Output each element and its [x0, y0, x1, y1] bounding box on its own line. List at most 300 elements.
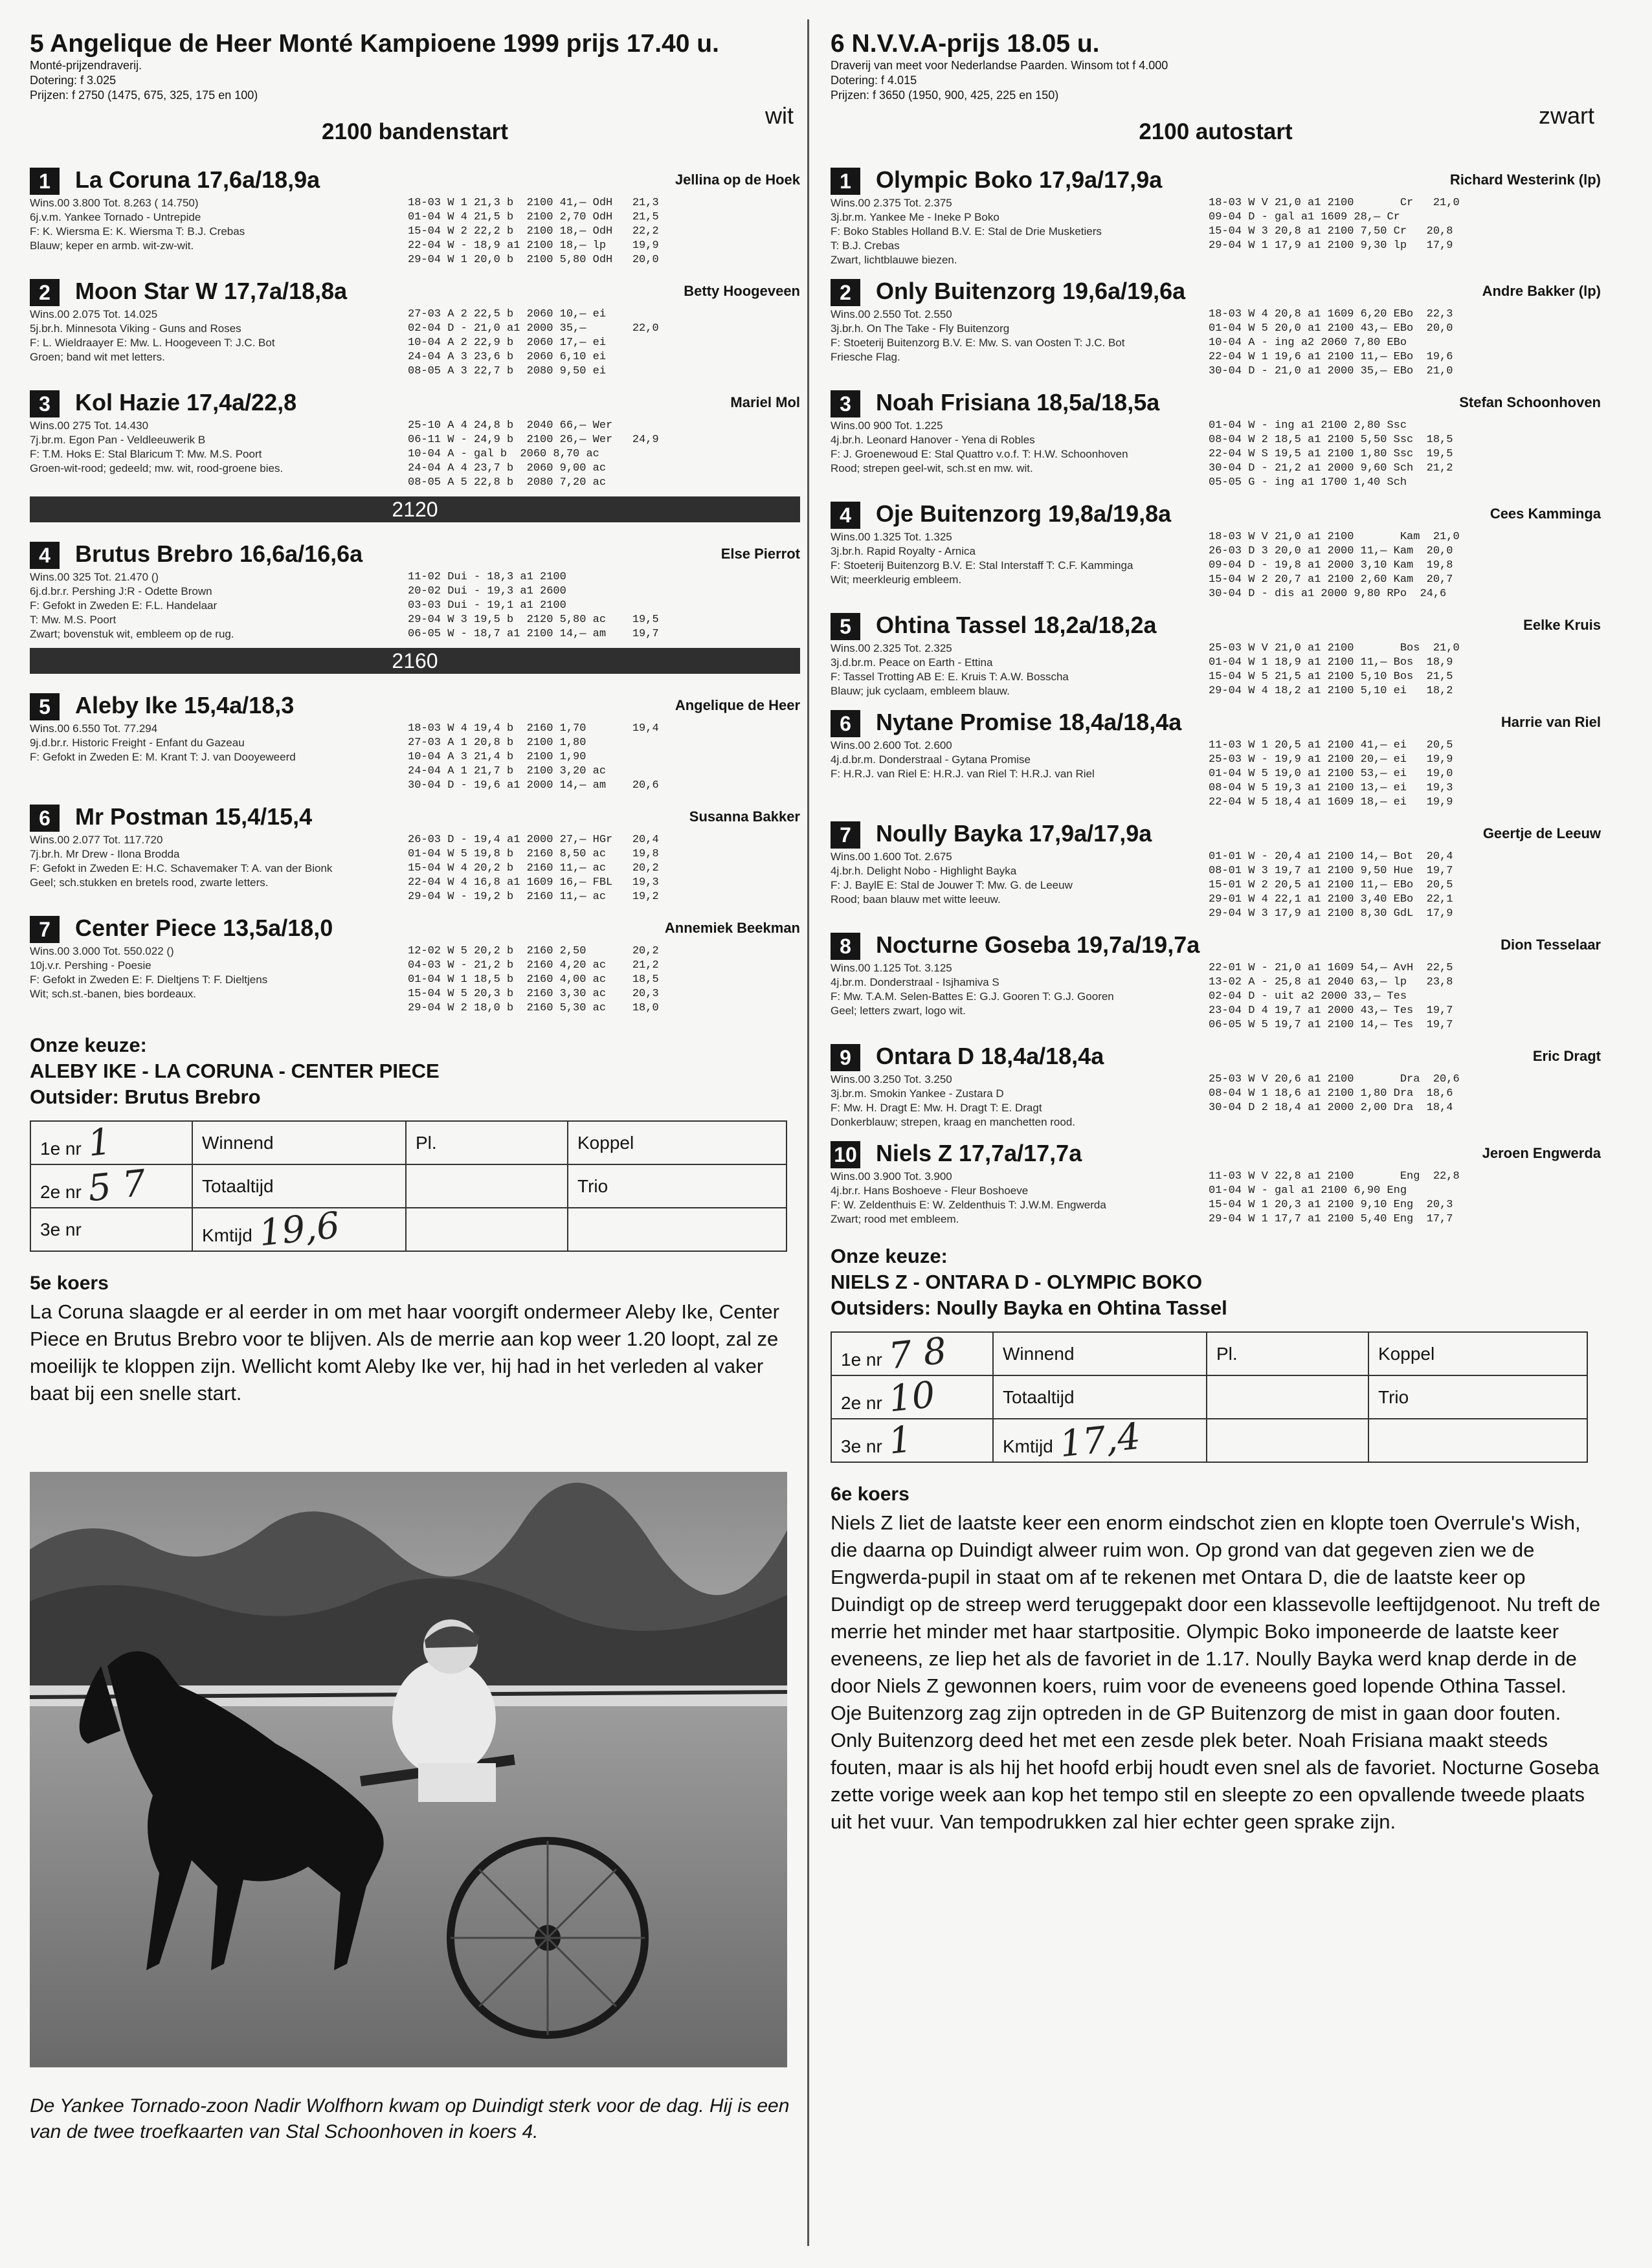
start-number-badge: 2: [30, 279, 60, 306]
horse-entry: [831, 496, 1601, 601]
info-line: F: W. Zeldenthuis E: W. Zeldenthuis T: J.W.M. Engwerda: [831, 1199, 1106, 1211]
form-line: 25-03 W - 19,9 a1 2100 20,— ei 19,9: [1209, 753, 1453, 766]
table-cell: Koppel: [1368, 1332, 1587, 1375]
horse-name: Oje Buitenzorg 19,8a/19,8a: [876, 500, 1172, 527]
start-number-badge: 3: [30, 390, 60, 417]
horse-name: Noully Bayka 17,9a/17,9a: [876, 820, 1152, 847]
photo-illustration: [30, 1472, 787, 2067]
form-line: 18-03 W 4 20,8 a1 1609 6,20 EBo 22,3: [1209, 308, 1453, 320]
form-line: 30-04 D 2 18,4 a1 2000 2,00 Dra 18,4: [1209, 1102, 1453, 1114]
form-line: 08-04 W 2 18,5 a1 2100 5,50 Ssc 18,5: [1209, 434, 1453, 446]
horse-info: [831, 1170, 1200, 1227]
race-sub: Monté-prijzendraverij.: [30, 59, 142, 72]
info-line: F: L. Wieldraayer E: Mw. L. Hoogeveen T: J.C. Bot: [30, 337, 275, 349]
harness-racing-photo: [30, 1472, 787, 2067]
our-pick: [30, 1032, 800, 1110]
driver-name: Andre Bakker (lp): [1482, 283, 1601, 299]
form-line: 06-11 W - 24,9 b 2100 26,— Wer 24,9: [408, 434, 659, 446]
horse-details: [30, 944, 800, 1016]
right-column: [831, 30, 1601, 1836]
info-line: Wins.00 3.000 Tot. 550.022 (): [30, 945, 174, 957]
prediction-table: [30, 1120, 787, 1255]
horse-header: [30, 274, 800, 307]
form-line: 15-04 W 3 20,8 a1 2100 7,50 Cr 20,8: [1209, 225, 1453, 238]
info-line: Wins.00 275 Tot. 14.430: [30, 419, 149, 432]
recent-form: [408, 307, 659, 379]
recent-form: [1209, 307, 1453, 379]
info-line: F: Gefokt in Zweden E: F.L. Handelaar: [30, 599, 218, 612]
driver-name: Jellina op de Hoek: [675, 172, 800, 188]
recent-form: [408, 944, 659, 1016]
driver-name: Eric Dragt: [1532, 1048, 1601, 1064]
start-number-badge: 6: [30, 805, 60, 832]
form-line: 24-04 A 3 23,6 b 2060 6,10 ei: [408, 351, 607, 363]
info-line: Zwart; rood met embleem.: [831, 1213, 959, 1225]
info-line: 3j.br.h. Rapid Royalty - Arnica: [831, 545, 976, 557]
info-line: 4j.d.br.m. Donderstraal - Gytana Promise: [831, 753, 1031, 766]
horse-header: [831, 162, 1601, 196]
column-divider: [807, 19, 809, 2246]
info-line: Groen; band wit met letters.: [30, 351, 165, 363]
recent-form: [408, 833, 659, 904]
form-line: 22-04 W - 18,9 a1 2100 18,— lp 19,9: [408, 239, 659, 252]
table-cell: [406, 1164, 568, 1208]
horse-details: [831, 850, 1601, 921]
driver-name: Eelke Kruis: [1523, 617, 1601, 633]
horse-name: Moon Star W 17,7a/18,8a: [75, 278, 348, 304]
form-line: 30-04 D - 19,6 a1 2000 14,— am 20,6: [408, 779, 659, 792]
driver-name: Susanna Bakker: [689, 808, 800, 825]
horse-entry: [831, 385, 1601, 490]
info-line: Donkerblauw; strepen, kraag en manchetten rood.: [831, 1116, 1076, 1128]
pick-horses: ALEBY IKE - LA CORUNA - CENTER PIECE: [30, 1060, 440, 1082]
start-number-badge: 9: [831, 1044, 860, 1071]
horse-details: [831, 1073, 1601, 1129]
form-line: 15-04 W 1 20,3 a1 2100 9,10 Eng 20,3: [1209, 1199, 1453, 1211]
horse-name: Center Piece 13,5a/18,0: [75, 915, 333, 941]
form-line: 10-04 A - gal b 2060 8,70 ac: [408, 448, 599, 460]
horse-list: [831, 162, 1601, 1227]
info-line: F: Stoeterij Buitenzorg B.V. E: Stal Interstaff T: C.F. Kamminga: [831, 559, 1133, 572]
info-line: Wins.00 3.800 Tot. 8.263 ( 14.750): [30, 197, 199, 209]
info-line: Wins.00 2.600 Tot. 2.600: [831, 739, 952, 751]
info-line: Wit; sch.st.-banen, bies bordeaux.: [30, 988, 197, 1000]
horse-entry: [30, 162, 800, 267]
horse-info: [831, 307, 1200, 364]
table-cell: Kmtijd 17,4: [993, 1419, 1207, 1462]
horse-entry: [831, 705, 1601, 810]
info-line: F: Tassel Trotting AB E: E. Kruis T: A.W. Bosscha: [831, 671, 1069, 683]
photo-caption: De Yankee Tornado-zoon Nadir Wolfhorn kwam op Duindigt sterk voor de dag. Hij is een van de twee troefkaarten van Stal Schoonhoven in koers 4.: [30, 2095, 790, 2142]
horse-header: [30, 385, 800, 419]
handwritten-note: 17,4: [1057, 1415, 1143, 1466]
horse-header: [831, 608, 1601, 641]
horse-info: [30, 944, 399, 1001]
info-line: Wit; meerkleurig embleem.: [831, 573, 962, 586]
horse-entry: [831, 928, 1601, 1032]
horse-entry: [831, 816, 1601, 921]
form-line: 01-04 W - ing a1 2100 2,80 Ssc: [1209, 419, 1407, 432]
info-line: Wins.00 900 Tot. 1.225: [831, 419, 943, 432]
race-color: zwart: [1538, 102, 1594, 129]
race-color: wit: [765, 102, 794, 129]
form-line: 08-05 A 5 22,8 b 2080 7,20 ac: [408, 476, 607, 489]
horse-header: [831, 1136, 1601, 1170]
table-cell: Trio: [568, 1164, 787, 1208]
driver-name: Dion Tesselaar: [1501, 937, 1601, 953]
race-preview-title: 5e koers: [30, 1273, 109, 1294]
start-number-badge: 8: [831, 933, 860, 960]
driver-name: Jeroen Engwerda: [1482, 1145, 1601, 1161]
horse-entry: [831, 608, 1601, 698]
table-cell: 3e nr: [30, 1208, 192, 1251]
info-line: Wins.00 2.375 Tot. 2.375: [831, 197, 952, 209]
info-line: 3j.d.br.m. Peace on Earth - Ettina: [831, 656, 993, 669]
form-line: 13-02 A - 25,8 a1 2040 63,— lp 23,8: [1209, 976, 1453, 988]
form-line: 01-01 W - 20,4 a1 2100 14,— Bot 20,4: [1209, 850, 1453, 863]
horse-header: [831, 1039, 1601, 1073]
table-cell: Kmtijd 19,6: [192, 1208, 406, 1251]
table-row: [30, 1208, 787, 1251]
form-line: 29-04 W 1 17,9 a1 2100 9,30 lp 17,9: [1209, 239, 1453, 252]
horse-details: [831, 961, 1601, 1032]
form-line: 10-04 A 3 21,4 b 2100 1,90: [408, 751, 586, 763]
form-line: 08-01 W 3 19,7 a1 2100 9,50 Hue 19,7: [1209, 865, 1453, 877]
recent-form: [408, 196, 659, 267]
horse-entry: [831, 274, 1601, 379]
horse-entry: [30, 537, 800, 641]
info-line: Wins.00 2.077 Tot. 117.720: [30, 834, 163, 846]
table-row: [831, 1375, 1587, 1419]
form-line: 15-04 W 5 21,5 a1 2100 5,10 Bos 21,5: [1209, 671, 1453, 683]
form-line: 01-04 W 4 21,5 b 2100 2,70 OdH 21,5: [408, 211, 659, 223]
info-line: F: T.M. Hoks E: Stal Blaricum T: Mw. M.S. Poort: [30, 448, 262, 460]
horse-entry: [30, 799, 800, 904]
info-line: Rood; strepen geel-wit, sch.st en mw. wit.: [831, 462, 1033, 474]
info-line: Friesche Flag.: [831, 351, 900, 363]
form-line: 27-03 A 1 20,8 b 2100 1,80: [408, 737, 586, 749]
horse-entry: [831, 1136, 1601, 1227]
form-line: 29-04 W 2 18,0 b 2160 5,30 ac 18,0: [408, 1002, 659, 1014]
driver-name: Harrie van Riel: [1501, 714, 1601, 730]
start-number-badge: 5: [30, 693, 60, 720]
horse-details: [831, 641, 1601, 698]
info-line: Wins.00 325 Tot. 21.470 (): [30, 571, 159, 583]
form-line: 22-04 W 5 18,4 a1 1609 18,— ei 19,9: [1209, 796, 1453, 808]
handwritten-note: 10: [886, 1373, 937, 1421]
form-line: 29-04 W - 19,2 b 2160 11,— ac 19,2: [408, 891, 659, 903]
horse-name: Kol Hazie 17,4a/22,8: [75, 389, 297, 416]
horse-entry: [30, 274, 800, 379]
form-line: 12-02 W 5 20,2 b 2160 2,50 20,2: [408, 945, 659, 957]
race-preview-text: La Coruna slaagde er al eerder in om met haar voorgift ondermeer Aleby Ike, Center Piece en Brutus Brebro voor te blijven. Als de merrie aan kop weer 1.20 loopt, zal ze moeilijk te kloppen zijn. Wellicht komt Aleby Ike ver, hij had in het verleden al vaker baat bij een snelle start.: [30, 1300, 779, 1405]
recent-form: [1209, 1073, 1460, 1115]
form-line: 29-01 W 4 22,1 a1 2100 3,40 EBo 22,1: [1209, 893, 1453, 906]
form-line: 08-04 W 5 19,3 a1 2100 13,— ei 19,3: [1209, 782, 1453, 794]
form-line: 29-04 W 3 19,5 b 2120 5,80 ac 19,5: [408, 614, 659, 626]
info-line: F: K. Wiersma E: K. Wiersma T: B.J. Crebas: [30, 225, 245, 238]
horse-entry: [30, 385, 800, 490]
start-number-badge: 4: [30, 542, 60, 569]
horse-entry: [30, 911, 800, 1016]
form-line: 15-04 W 2 22,2 b 2100 18,— OdH 22,2: [408, 225, 659, 238]
info-line: 5j.br.h. Minnesota Viking - Guns and Roses: [30, 322, 241, 335]
handwritten-note: 19,6: [256, 1204, 342, 1255]
form-line: 15-04 W 2 20,7 a1 2100 2,60 Kam 20,7: [1209, 573, 1453, 586]
start-number-badge: 10: [831, 1141, 860, 1168]
form-line: 01-04 W - gal a1 2100 6,90 Eng: [1209, 1184, 1407, 1197]
form-line: 15-04 W 5 20,3 b 2160 3,30 ac 20,3: [408, 988, 659, 1000]
table-row: [30, 1121, 787, 1164]
form-line: 22-04 W S 19,5 a1 2100 1,80 Ssc 19,5: [1209, 448, 1453, 460]
info-line: Wins.00 3.250 Tot. 3.250: [831, 1073, 952, 1085]
horse-header: [30, 162, 800, 196]
info-line: Wins.00 3.900 Tot. 3.900: [831, 1170, 952, 1183]
horse-header: [831, 496, 1601, 530]
horse-info: [831, 850, 1200, 907]
info-line: F: Mw. H. Dragt E: Mw. H. Dragt T: E. Dragt: [831, 1102, 1042, 1114]
info-line: 3j.br.h. On The Take - Fly Buitenzorg: [831, 322, 1010, 335]
form-line: 03-03 Dui - 19,1 a1 2100: [408, 599, 566, 612]
horse-details: [30, 722, 800, 793]
form-line: 09-04 D - gal a1 1609 28,— Cr: [1209, 211, 1400, 223]
horse-info: [30, 722, 399, 764]
driver-name: Annemiek Beekman: [664, 920, 800, 936]
info-line: F: Stoeterij Buitenzorg B.V. E: Mw. S. van Oosten T: J.C. Bot: [831, 337, 1125, 349]
info-line: Geel; sch.stukken en bretels rood, zwarte letters.: [30, 876, 269, 889]
horse-name: Aleby Ike 15,4a/18,3: [75, 692, 295, 718]
horse-name: Nocturne Goseba 19,7a/19,7a: [876, 931, 1200, 958]
table-row: [831, 1419, 1587, 1462]
race-sub: Draverij van meet voor Nederlandse Paarden. Winsom tot f 4.000: [831, 59, 1168, 72]
form-line: 01-04 W 1 18,9 a1 2100 11,— Bos 18,9: [1209, 656, 1453, 669]
info-line: F: Gefokt in Zweden E: H.C. Schavemaker T: A. van der Bionk: [30, 862, 333, 874]
handwritten-note: 1: [85, 1120, 113, 1165]
horse-name: La Coruna 17,6a/18,9a: [75, 166, 320, 193]
horse-name: Ohtina Tassel 18,2a/18,2a: [876, 612, 1157, 638]
form-line: 11-03 W V 22,8 a1 2100 Eng 22,8: [1209, 1170, 1460, 1183]
table-cell: 1e nr 1: [30, 1121, 192, 1164]
recent-form: [1209, 641, 1460, 698]
info-line: F: Gefokt in Zweden E: M. Krant T: J. van Dooyeweerd: [30, 751, 296, 763]
horse-header: [30, 537, 800, 570]
horse-details: [30, 570, 800, 641]
race-header: [831, 30, 1601, 162]
race-sub: Dotering: f 4.015: [831, 74, 917, 87]
form-line: 30-04 D - dis a1 2000 9,80 RPo 24,6: [1209, 588, 1447, 600]
recent-form: [408, 722, 659, 793]
table-cell: 3e nr 1: [831, 1419, 993, 1462]
start-number-badge: 5: [831, 613, 860, 640]
info-line: Geel; letters zwart, logo wit.: [831, 1005, 966, 1017]
table-cell: [406, 1208, 568, 1251]
pick-outsider: Outsider: Brutus Brebro: [30, 1085, 261, 1108]
horse-name: Only Buitenzorg 19,6a/19,6a: [876, 278, 1186, 304]
table-cell: Koppel: [568, 1121, 787, 1164]
our-pick: [831, 1243, 1601, 1321]
race-preview-title: 6e koers: [831, 1484, 910, 1505]
table-row: [30, 1164, 787, 1208]
recent-form: [1209, 196, 1460, 253]
recent-form: [1209, 530, 1460, 601]
race-header: [30, 30, 800, 162]
start-number-badge: 7: [30, 916, 60, 943]
start-number-badge: 1: [831, 168, 860, 195]
prediction-table: [831, 1329, 1588, 1466]
form-line: 15-04 W 4 20,2 b 2160 11,— ac 20,2: [408, 862, 659, 874]
handwritten-note: 1: [886, 1418, 914, 1463]
race-sub: Dotering: f 3.025: [30, 74, 117, 87]
form-line: 26-03 D - 19,4 a1 2000 27,— HGr 20,4: [408, 834, 659, 846]
horse-entry: [831, 162, 1601, 267]
horse-header: [831, 705, 1601, 739]
distance-separator: 2160: [30, 648, 800, 674]
info-line: Wins.00 2.075 Tot. 14.025: [30, 308, 158, 320]
horse-details: [30, 833, 800, 904]
start-number-badge: 2: [831, 279, 860, 306]
form-line: 01-04 W 5 19,8 b 2160 8,50 ac 19,8: [408, 848, 659, 860]
horse-name: Olympic Boko 17,9a/17,9a: [876, 166, 1163, 193]
form-line: 06-05 W 5 19,7 a1 2100 14,— Tes 19,7: [1209, 1019, 1453, 1031]
table-cell: [568, 1208, 787, 1251]
start-number-badge: 4: [831, 502, 860, 529]
horse-entry: [30, 688, 800, 793]
info-line: 3j.br.m. Yankee Me - Ineke P Boko: [831, 211, 999, 223]
form-line: 02-04 D - 21,0 a1 2000 35,— 22,0: [408, 322, 659, 335]
table-cell: Pl.: [1207, 1332, 1368, 1375]
info-line: F: Gefokt in Zweden E: F. Dieltjens T: F. Dieltjens: [30, 973, 268, 986]
table-cell: Pl.: [406, 1121, 568, 1164]
recent-form: [1209, 850, 1453, 921]
form-line: 25-03 W V 21,0 a1 2100 Bos 21,0: [1209, 642, 1460, 654]
info-line: Zwart, lichtblauwe biezen.: [831, 254, 957, 266]
horse-name: Nytane Promise 18,4a/18,4a: [876, 709, 1182, 735]
distance-separator: 2120: [30, 496, 800, 522]
horse-name: Ontara D 18,4a/18,4a: [876, 1043, 1104, 1069]
horse-info: [831, 641, 1200, 698]
info-line: F: J. BaylE E: Stal de Jouwer T: Mw. G. de Leeuw: [831, 879, 1073, 891]
horse-info: [30, 570, 399, 641]
info-line: Groen-wit-rood; gedeeld; mw. wit, rood-groene bies.: [30, 462, 284, 474]
info-line: 6j.v.m. Yankee Tornado - Untrepide: [30, 211, 201, 223]
form-line: 29-04 W 3 17,9 a1 2100 8,30 GdL 17,9: [1209, 907, 1453, 920]
info-line: Wins.00 2.325 Tot. 2.325: [831, 642, 952, 654]
form-line: 23-04 D 4 19,7 a1 2000 43,— Tes 19,7: [1209, 1005, 1453, 1017]
info-line: Wins.00 1.600 Tot. 2.675: [831, 850, 952, 863]
horse-header: [30, 799, 800, 833]
horse-details: [831, 1170, 1601, 1227]
horse-info: [831, 961, 1200, 1018]
horse-header: [831, 274, 1601, 307]
horse-details: [831, 530, 1601, 601]
recent-form: [1209, 739, 1453, 810]
info-line: 4j.br.r. Hans Boshoeve - Fleur Boshoeve: [831, 1184, 1029, 1197]
race-sub: Prijzen: f 2750 (1475, 675, 325, 175 en 100): [30, 89, 258, 102]
horse-header: [30, 688, 800, 722]
horse-info: [831, 196, 1200, 267]
table-row: [831, 1332, 1587, 1375]
horse-details: [831, 196, 1601, 267]
recent-form: [1209, 961, 1453, 1032]
form-line: 05-05 G - ing a1 1700 1,40 Sch: [1209, 476, 1407, 489]
form-line: 18-03 W V 21,0 a1 2100 Kam 21,0: [1209, 531, 1460, 543]
pick-label: Onze keuze:: [30, 1034, 147, 1056]
form-line: 22-04 W 1 19,6 a1 2100 11,— EBo 19,6: [1209, 351, 1453, 363]
recent-form: [408, 419, 659, 490]
race-start: 2100 bandenstart: [322, 119, 508, 144]
horse-header: [30, 911, 800, 944]
form-line: 01-04 W 5 19,0 a1 2100 53,— ei 19,0: [1209, 768, 1453, 780]
info-line: 4j.br.h. Delight Nobo - Highlight Bayka: [831, 865, 1017, 877]
horse-info: [831, 739, 1200, 781]
info-line: 6j.d.br.r. Pershing J:R - Odette Brown: [30, 585, 212, 597]
table-cell: Trio: [1368, 1375, 1587, 1419]
form-line: 10-04 A - ing a2 2060 7,80 EBo: [1209, 337, 1407, 349]
form-line: 29-04 W 1 17,7 a1 2100 5,40 Eng 17,7: [1209, 1213, 1453, 1225]
horse-header: [831, 928, 1601, 961]
form-line: 09-04 D - 19,8 a1 2000 3,10 Kam 19,8: [1209, 559, 1453, 572]
race-preview-text: Niels Z liet de laatste keer een enorm eindschot zien en klopte toen Overrule's Wish, die daarna op Duindigt alweer ruim won. Op grond van dat gegeven zien we de Engwerda-pupil in staat om af te rekenen met Ontara D, die de laatste keer op Duindigt op de streep werd teruggepakt door een klassevolle leeftijdgenoot. Nu treft de merrie het minder met haar startpositie. Olympic Boko imponeerde de laatste keer eveneens, ze liep het als de favoriet in de 1.17. Noully Bayka werd knap derde in de door Niels Z gewonnen koers, ruim voor de eveneens goed lopende Othina Tassel. Oje Buitenzorg zag zijn optreden in de GP Buitenzorg de mist in gaan door fouten. Only Buitenzorg deed het met een zesde plek beter. Noah Frisiana maakt steeds fouten, maar is als hij het hoofd erbij houdt even snel als de favoriet. Nocturne Goseba zette vorige week aan kop het tempo stil en sleepte zo een opvallende tweede plaats uit het vuur. Van tempodrukken zal hier echter geen sprake zijn.: [831, 1511, 1601, 1833]
horse-details: [30, 307, 800, 379]
pick-label: Onze keuze:: [831, 1245, 948, 1267]
form-line: 26-03 D 3 20,0 a1 2000 11,— Kam 20,0: [1209, 545, 1453, 557]
info-line: Wins.00 1.125 Tot. 3.125: [831, 962, 952, 974]
info-line: Blauw; keper en armb. wit-zw-wit.: [30, 239, 194, 252]
form-line: 25-10 A 4 24,8 b 2040 66,— Wer: [408, 419, 613, 432]
form-line: 08-05 A 3 22,7 b 2080 9,50 ei: [408, 365, 607, 377]
info-line: 4j.br.m. Donderstraal - Isjhamiva S: [831, 976, 999, 988]
form-line: 06-05 W - 18,7 a1 2100 14,— am 19,7: [408, 628, 659, 640]
table-cell: [1207, 1419, 1368, 1462]
form-line: 25-03 W V 20,6 a1 2100 Dra 20,6: [1209, 1073, 1460, 1085]
info-line: T: B.J. Crebas: [831, 239, 900, 252]
form-line: 18-03 W 4 19,4 b 2160 1,70 19,4: [408, 722, 659, 735]
info-line: 9j.d.br.r. Historic Freight - Enfant du Gazeau: [30, 737, 245, 749]
form-line: 30-04 D - 21,2 a1 2000 9,60 Sch 21,2: [1209, 462, 1453, 474]
form-line: 18-03 W 1 21,3 b 2100 41,— OdH 21,3: [408, 197, 659, 209]
horse-name: Mr Postman 15,4/15,4: [75, 803, 313, 830]
form-line: 22-01 W - 21,0 a1 1609 54,— AvH 22,5: [1209, 962, 1453, 974]
driver-name: Else Pierrot: [720, 546, 800, 562]
info-line: Rood; baan blauw met witte leeuw.: [831, 893, 1001, 906]
info-line: F: Mw. T.A.M. Selen-Battes E: G.J. Gooren T: G.J. Gooren: [831, 990, 1114, 1003]
handwritten-note: 5 7: [85, 1162, 148, 1210]
recent-form: [1209, 419, 1453, 490]
info-line: 7j.br.m. Egon Pan - Veldleeuwerik B: [30, 434, 206, 446]
driver-name: Angelique de Heer: [675, 697, 800, 713]
start-number-badge: 7: [831, 821, 860, 849]
horse-info: [831, 419, 1200, 476]
form-line: 01-04 W 5 20,0 a1 2100 43,— EBo 20,0: [1209, 322, 1453, 335]
table-cell: 2e nr 5 7: [30, 1164, 192, 1208]
horse-details: [30, 419, 800, 490]
driver-name: Geertje de Leeuw: [1482, 825, 1601, 841]
form-line: 27-03 A 2 22,5 b 2060 10,— ei: [408, 308, 607, 320]
table-cell: 1e nr 7 8: [831, 1332, 993, 1375]
info-line: T: Mw. M.S. Poort: [30, 614, 117, 626]
table-cell: 2e nr 10: [831, 1375, 993, 1419]
horse-name: Noah Frisiana 18,5a/18,5a: [876, 389, 1160, 416]
info-line: Blauw; juk cyclaam, embleem blauw.: [831, 685, 1010, 697]
table-cell: Totaaltijd: [192, 1164, 406, 1208]
info-line: 3j.br.m. Smokin Yankee - Zustara D: [831, 1087, 1004, 1100]
recent-form: [1209, 1170, 1460, 1227]
info-line: Wins.00 2.550 Tot. 2.550: [831, 308, 952, 320]
info-line: F: H.R.J. van Riel E: H.R.J. van Riel T: H.R.J. van Riel: [831, 768, 1095, 780]
info-line: 7j.br.h. Mr Drew - Ilona Brodda: [30, 848, 180, 860]
driver-name: Mariel Mol: [730, 394, 800, 410]
form-line: 18-03 W V 21,0 a1 2100 Cr 21,0: [1209, 197, 1460, 209]
